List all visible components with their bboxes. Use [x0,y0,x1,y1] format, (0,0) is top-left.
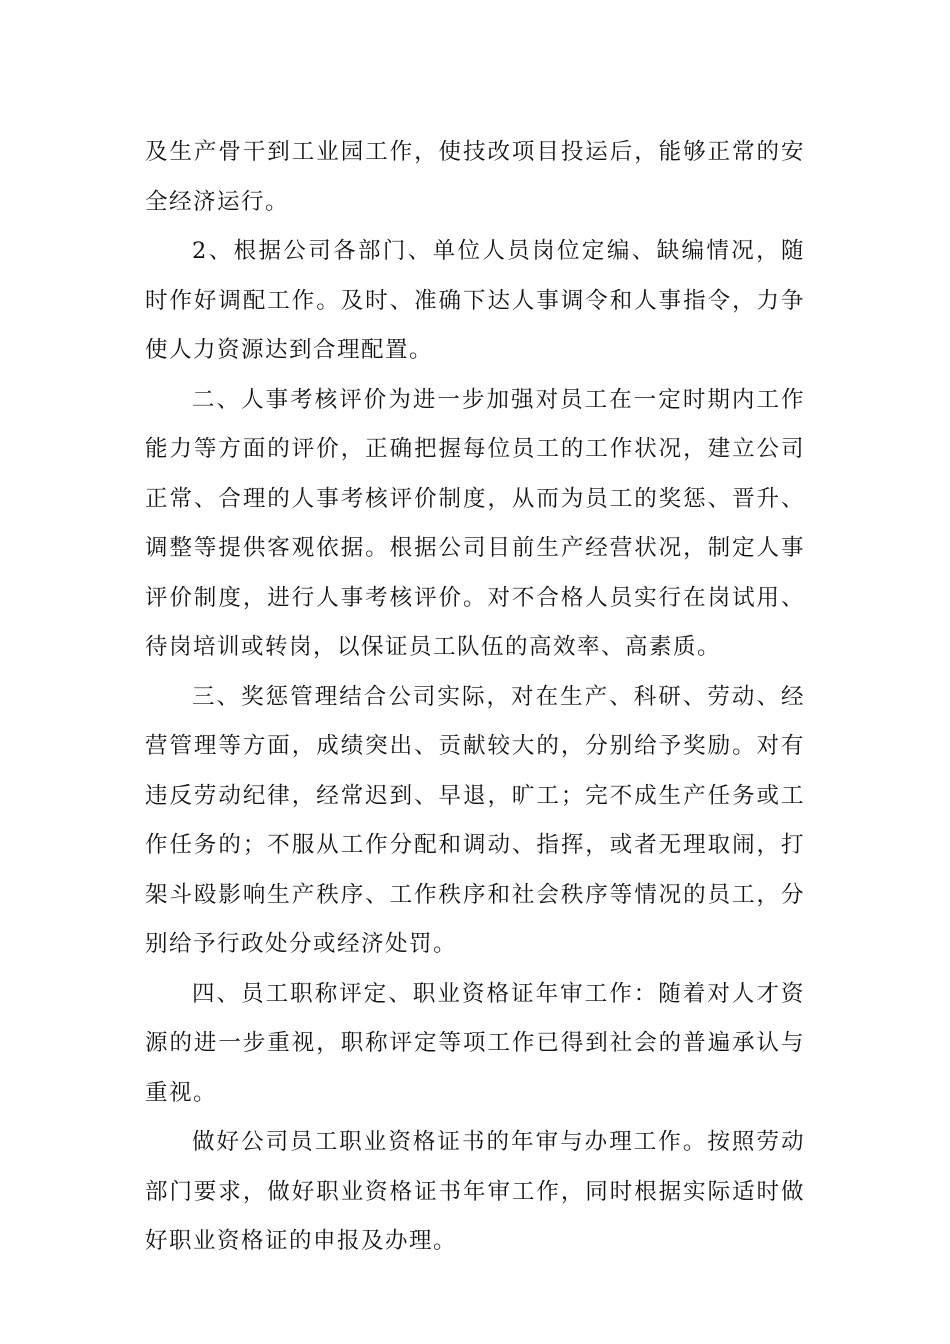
paragraph-title-certification: 四、员工职称评定、职业资格证年审工作：随着对人才资源的进一步重视，职称评定等项工作已得到社会的普遍承认与重视。 [145,980,805,1106]
paragraph-performance-evaluation: 二、人事考核评价为进一步加强对员工在一定时期内工作能力等方面的评价，正确把握每位员工的工作状况，建立公司正常、合理的人事考核评价制度，从而为员工的奖惩、晋升、调整等提供客观依据。根据公司目前生产经营状况，制定人事评价制度，进行人事考核评价。对不合格人员实行在岗试用、待岗培训或转岗，以保证员工队伍的高效率、高素质。 [145,386,805,660]
paragraph-certificate-review: 做好公司员工职业资格证书的年审与办理工作。按照劳动部门要求，做好职业资格证书年审工作，同时根据实际适时做好职业资格证的申报及办理。 [145,1129,805,1254]
paragraph-rewards-penalties: 三、奖惩管理结合公司实际，对在生产、科研、劳动、经营管理等方面，成绩突出、贡献较大的，分别给予奖励。对有违反劳动纪律，经常迟到、早退，旷工；完不成生产任务或工作任务的；不服从工作分配和调动、指挥，或者无理取闹，打架斗殴影响生产秩序、工作秩序和社会秩序等情况的员工，分别给予行政处分或经济处罚。 [145,683,805,957]
paragraph-staff-allocation: 2、根据公司各部门、单位人员岗位定编、缺编情况，随时作好调配工作。及时、准确下达人事调令和人事指令，力争使人力资源达到合理配置。 [145,238,805,363]
document-body [145,128,805,1267]
paragraph-continuation: 及生产骨干到工业园工作，使技改项目投运后，能够正常的安全经济运行。 [145,139,805,215]
